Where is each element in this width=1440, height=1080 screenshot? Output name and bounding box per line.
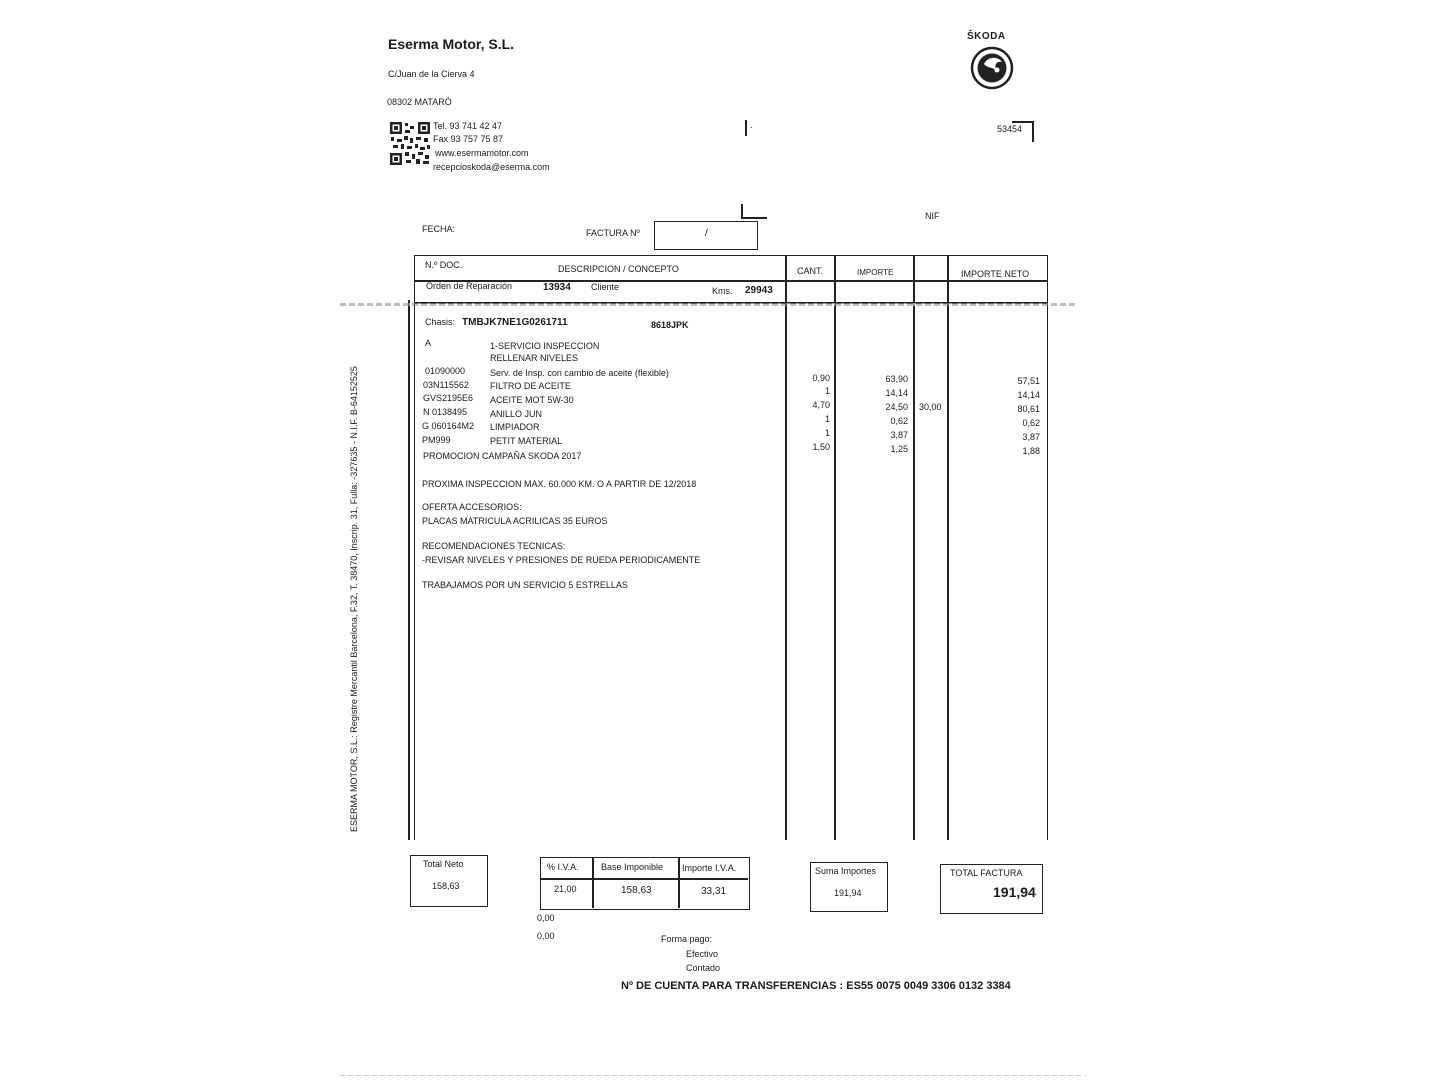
- suma-label: Suma Importes: [815, 866, 877, 876]
- company-street: C/Juan de la Cierva 4: [388, 69, 475, 79]
- iva-pct-value: 21,00: [554, 884, 577, 894]
- orden-label: Orden de Reparación: [426, 281, 513, 291]
- kms-value: 29943: [745, 285, 773, 296]
- total-neto-value: 158,63: [432, 881, 460, 891]
- payment-line2: Contado: [686, 963, 721, 973]
- item-code: G 060164M2: [422, 421, 475, 431]
- item-code: GVS2195E6: [423, 393, 474, 403]
- window-mark: ·: [750, 122, 753, 132]
- nif-label: NIF: [925, 211, 940, 221]
- company-name: Eserma Motor, S.L.: [388, 36, 515, 52]
- item-cant: 1: [824, 414, 830, 424]
- intro-line2: RELLENAR NIVELES: [490, 353, 579, 363]
- note-line: PLACAS MATRICULA ACRILICAS 35 EUROS: [422, 516, 608, 526]
- extra-value-2: 0,00: [537, 931, 555, 941]
- importe-iva-label: Importe I.V.A.: [682, 863, 737, 873]
- note-line: PROXIMA INSPECCION MAX. 60.000 KM. O A PARTIR DE 12/2018: [422, 479, 697, 489]
- col-descripcion: DESCRIPCION / CONCEPTO: [558, 264, 679, 274]
- item-neto: 0,62: [1022, 418, 1040, 428]
- col-ndoc: N.º DOC.: [425, 260, 463, 270]
- note-line: RECOMENDACIONES TECNICAS:: [422, 541, 566, 551]
- chasis-label: Chasis:: [425, 317, 456, 327]
- item-cant: 1,50: [812, 442, 830, 452]
- item-cant: 4,70: [812, 400, 830, 410]
- item-importe: 0,62: [890, 416, 908, 426]
- factura-label: FACTURA Nº: [586, 228, 640, 238]
- note-line: OFERTA ACCESORIOS:: [422, 502, 522, 512]
- item-code: PM999: [422, 435, 451, 445]
- company-city: 08302 MATARÓ: [387, 97, 452, 107]
- registry-text: ESERMA MOTOR, S.L.: Registre Mercantil Barcelona, F.32, T. 38470, Inscrip. 31, Fulla: -327635 - N.I.F. B-64152525: [349, 366, 359, 832]
- iva-box: [540, 857, 750, 910]
- total-neto-box: [410, 855, 488, 907]
- item-desc: Serv. de Insp. con cambio de aceite (flexible): [490, 368, 669, 378]
- extra-value-1: 0,00: [537, 913, 555, 923]
- item-neto: 14,14: [1017, 390, 1040, 400]
- factura-value: /: [705, 228, 708, 239]
- suma-box: [810, 862, 888, 912]
- item-desc: ANILLO JUN: [490, 409, 543, 419]
- bank-label: Nº DE CUENTA PARA TRANSFERENCIAS :: [621, 980, 844, 992]
- scan-artifact: [340, 303, 1075, 306]
- item-desc: PETIT MATERIAL: [490, 436, 563, 446]
- promo-text: PROMOCION CAMPAÑA SKODA 2017: [423, 451, 582, 461]
- ref-number: 53454: [997, 124, 1023, 134]
- qr-code-icon: [389, 121, 431, 166]
- item-neto: 1,88: [1022, 446, 1040, 456]
- item-importe: 24,50: [885, 402, 908, 412]
- base-value: 158,63: [621, 885, 652, 896]
- intro-line1: 1-SERVICIO INSPECCION: [490, 341, 600, 351]
- item-dto: 30,00: [919, 402, 942, 412]
- factura-number-box: [654, 221, 758, 250]
- chasis-value: TMBJK7NE1G0261711: [462, 317, 568, 328]
- col-importe: IMPORTE: [857, 268, 894, 277]
- note-line: -REVISAR NIVELES Y PRESIONES DE RUEDA PERIODICAMENTE: [422, 555, 701, 565]
- company-web[interactable]: www.esermamotor.com: [435, 148, 529, 158]
- item-importe: 63,90: [885, 374, 908, 384]
- item-cant: 1: [824, 386, 830, 396]
- item-desc: FILTRO DE ACEITE: [490, 381, 571, 391]
- importe-iva-value: 33,31: [701, 886, 727, 897]
- base-label: Base Imponible: [601, 862, 664, 872]
- suma-value: 191,94: [834, 888, 862, 898]
- iva-pct-label: % I.V.A.: [547, 862, 579, 872]
- brand-name: ŠKODA: [967, 31, 1006, 42]
- item-cant: 0,90: [812, 373, 830, 383]
- bank-info: [621, 980, 1011, 992]
- item-neto: 57,51: [1017, 376, 1040, 386]
- payment-line1: Efectivo: [686, 949, 719, 959]
- matricula-value: 8618JPK: [651, 320, 689, 330]
- item-neto: 3,87: [1022, 432, 1040, 442]
- item-desc: LIMPIADOR: [490, 422, 540, 432]
- total-factura-value: 191,94: [993, 884, 1036, 900]
- col-neto: IMPORTE NETO: [961, 269, 1030, 279]
- bank-iban: ES55 0075 0049 3306 0132 3384: [846, 980, 1011, 992]
- intro-code: A: [425, 338, 432, 348]
- total-factura-label: TOTAL FACTURA: [950, 868, 1023, 878]
- item-code: N 0138495: [423, 407, 468, 417]
- item-code: 03N115562: [423, 380, 469, 390]
- company-tel: Tel. 93 741 42 47: [433, 121, 503, 131]
- fecha-label: FECHA:: [422, 224, 456, 234]
- item-importe: 3,87: [890, 430, 908, 440]
- item-neto: 80,61: [1017, 404, 1040, 414]
- item-code: 01090000: [425, 366, 466, 376]
- item-importe: 1,25: [890, 444, 908, 454]
- payment-label: Forma pago:: [661, 934, 713, 944]
- cliente-label: Cliente: [591, 282, 620, 292]
- company-email[interactable]: recepcioskoda@eserma.com: [433, 162, 550, 172]
- note-line: TRABAJAMOS POR UN SERVICIO 5 ESTRELLAS: [422, 580, 628, 590]
- col-cant: CANT.: [797, 266, 824, 276]
- company-fax: Fax 93 757 75 87: [433, 134, 504, 144]
- item-cant: 1: [824, 428, 830, 438]
- total-neto-label: Total Neto: [423, 859, 464, 869]
- total-factura-box: [940, 864, 1043, 914]
- item-importe: 14,14: [885, 388, 908, 398]
- kms-label: Kms.: [712, 286, 733, 296]
- skoda-logo-icon: [970, 46, 1016, 90]
- item-desc: ACEITE MOT 5W-30: [490, 395, 574, 405]
- scan-artifact-bottom: [340, 1075, 1085, 1076]
- orden-value: 13934: [543, 282, 571, 293]
